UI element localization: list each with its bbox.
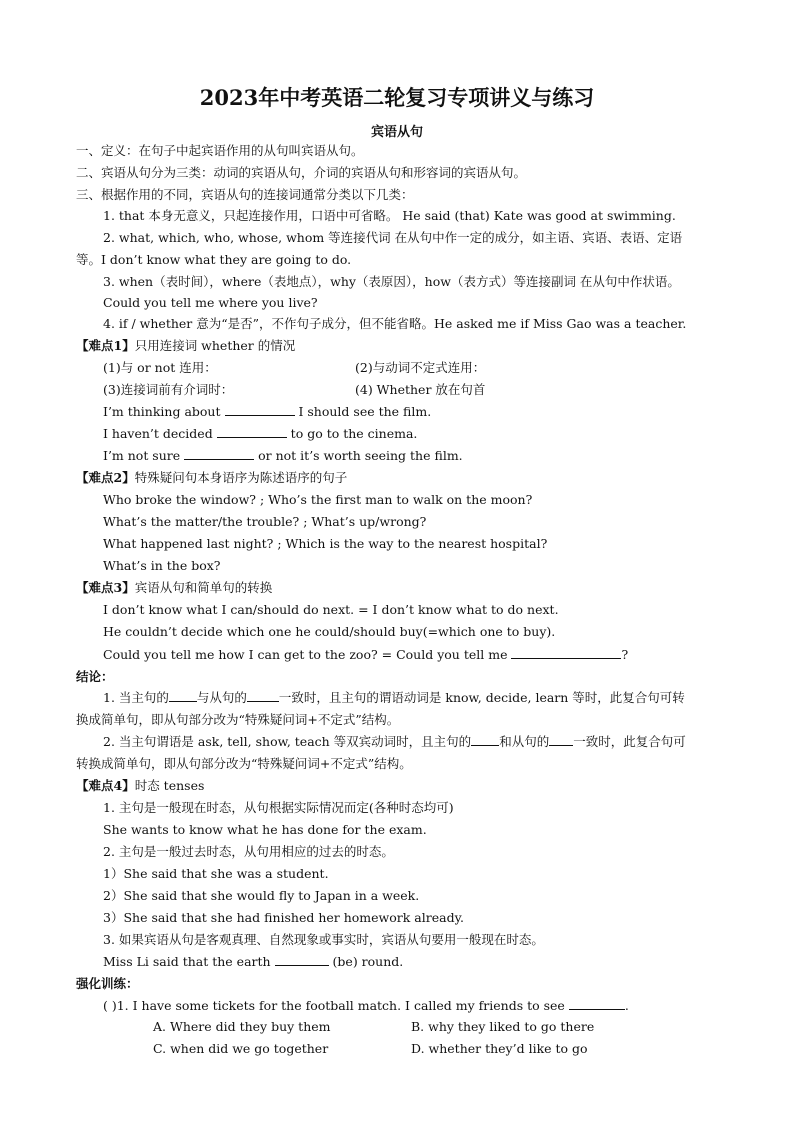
definition-line: 一、定义：在句子中起宾语作用的从句叫宾语从句。 xyxy=(76,143,364,158)
connective-adverbs-example: Could you tell me where you live? xyxy=(103,295,318,310)
example-text: I’m thinking about xyxy=(103,404,221,419)
connective-that-line: 1. that 本身无意义，只起连接作用，口语中可省略。 He said (that) Kate was good at swimming. xyxy=(103,208,676,223)
answer-blank xyxy=(169,689,197,702)
example-text: I’m not sure xyxy=(103,448,181,463)
tense-example-4: 3）She said that she had finished her homework already. xyxy=(103,910,464,925)
question-example-3: What happened last night? ; Which is the way to the nearest hospital? xyxy=(103,536,548,551)
example-text: to go to the cinema. xyxy=(290,426,418,441)
option-c: C. when did we go together xyxy=(153,1041,329,1056)
connective-if-whether-line: 4. if / whether 意为“是否”，不作句子成分，但不能省略。He asked me if Miss Gao was a teacher. xyxy=(103,316,687,331)
answer-blank xyxy=(511,646,621,659)
answer-blank xyxy=(225,403,295,416)
example-text: I should see the film. xyxy=(298,404,432,419)
connective-adverbs-line: 3. when（表时间），where（表地点），why（表原因），how（表方式）等连接副词 在从句中作状语。 xyxy=(103,274,680,289)
question-text: . xyxy=(624,998,629,1013)
example-text: Miss Li said that the earth xyxy=(103,954,271,969)
answer-blank xyxy=(549,733,573,746)
answer-blank xyxy=(275,953,329,966)
question-text: ( )1. I have some tickets for the football match. I called my friends to see xyxy=(103,998,565,1013)
example-text: ? xyxy=(621,647,629,662)
difficulty-3-tag: 【难点3】 xyxy=(76,580,135,595)
example-text: Could you tell me how I can get to the zoo? = Could you tell me xyxy=(103,647,508,662)
conclusion-2 xyxy=(103,733,686,751)
difficulty-4-heading xyxy=(76,777,204,795)
conclusion-1-cont: 换成简单句，即从句部分改为“特殊疑问词+不定式”结构。 xyxy=(76,712,400,727)
answer-blank xyxy=(569,997,625,1010)
example-text: (be) round. xyxy=(332,954,404,969)
connectives-intro-line: 三、根据作用的不同，宾语从句的连接词通常分类以下几类： xyxy=(76,187,414,202)
question-example-2: What’s the matter/the trouble? ; What’s up/wrong? xyxy=(103,514,427,529)
whether-example-3 xyxy=(103,447,463,465)
option-a: A. Where did they buy them xyxy=(153,1019,331,1034)
tense-example-1: She wants to know what he has done for the exam. xyxy=(103,822,427,837)
difficulty-4-tag: 【难点4】 xyxy=(76,778,135,793)
difficulty-2-tag: 【难点2】 xyxy=(76,470,135,485)
question-example-1: Who broke the window? ; Who’s the first man to walk on the moon? xyxy=(103,492,533,507)
conversion-example-1: I don’t know what I can/should do next. = I don’t know what to do next. xyxy=(103,602,559,617)
whether-example-1 xyxy=(103,403,431,421)
difficulty-2-text: 特殊疑问句本身语序为陈述语序的句子 xyxy=(134,470,348,485)
conclusion-text: 和从句的 xyxy=(499,734,550,749)
example-text: I haven’t decided xyxy=(103,426,213,441)
conclusion-text: 一致时，此复合句可 xyxy=(573,734,686,749)
difficulty-3-text: 宾语从句和简单句的转换 xyxy=(134,580,273,595)
whether-example-2 xyxy=(103,425,417,443)
answer-blank xyxy=(217,425,287,438)
conclusion-2-cont: 转换成简单句，即从句部分改为“特殊疑问词+不定式”结构。 xyxy=(76,756,412,771)
whether-case-3: (3)连接词前有介词时： xyxy=(103,382,234,397)
conclusion-text: 一致时，且主句的谓语动词是 know, decide, learn 等时，此复合句可转 xyxy=(278,690,685,705)
conclusion-text: 2. 当主句谓语是 ask, tell, show, teach 等双宾动词时，且主句的 xyxy=(103,734,472,749)
conversion-example-2: He couldn’t decide which one he could/should buy(=which one to buy). xyxy=(103,624,556,639)
whether-case-1: (1)与 or not 连用： xyxy=(103,360,217,375)
conclusion-1 xyxy=(103,689,685,707)
question-example-4: What’s in the box? xyxy=(103,558,221,573)
tense-example-3: 2）She said that she would fly to Japan in a week. xyxy=(103,888,420,903)
tense-rule-3: 3. 如果宾语从句是客观真理、自然现象或事实时，宾语从句要用一般现在时态。 xyxy=(103,932,544,947)
conclusion-text: 1. 当主句的 xyxy=(103,690,169,705)
conversion-example-3 xyxy=(103,646,628,664)
difficulty-1-heading xyxy=(76,337,295,355)
conclusion-heading: 结论： xyxy=(76,669,114,684)
connective-pronouns-line: 2. what, which, who, whose, whom 等连接代词 在从句中作一定的成分，如主语、宾语、表语、定语 xyxy=(103,230,683,245)
categories-line: 二、宾语从句分为三类：动词的宾语从句，介词的宾语从句和形容词的宾语从句。 xyxy=(76,165,527,180)
tense-example-2: 1）She said that she was a student. xyxy=(103,866,329,881)
connective-pronouns-cont: 等。I don’t know what they are going to do. xyxy=(76,252,352,267)
whether-case-2: (2)与动词不定式连用： xyxy=(355,360,486,375)
tense-example-5 xyxy=(103,953,403,971)
difficulty-1-text: 只用连接词 whether 的情况 xyxy=(134,338,296,353)
whether-case-4: (4) Whether 放在句首 xyxy=(355,382,486,397)
question-1 xyxy=(103,997,629,1015)
document-subtitle: 宾语从句 xyxy=(370,125,423,140)
difficulty-3-heading xyxy=(76,579,272,597)
difficulty-4-text: 时态 tenses xyxy=(134,778,205,793)
tense-rule-1: 1. 主句是一般现在时态，从句根据实际情况而定(各种时态均可) xyxy=(103,800,454,815)
option-d: D. whether they’d like to go xyxy=(411,1041,588,1056)
answer-blank xyxy=(184,447,254,460)
difficulty-2-heading xyxy=(76,469,347,487)
difficulty-1-tag: 【难点1】 xyxy=(76,338,135,353)
document-title: 2023年中考英语二轮复习专项讲义与练习 xyxy=(199,85,595,110)
tense-rule-2: 2. 主句是一般过去时态，从句用相应的过去的时态。 xyxy=(103,844,394,859)
option-b: B. why they liked to go there xyxy=(411,1019,595,1034)
answer-blank xyxy=(247,689,279,702)
example-text: or not it’s worth seeing the film. xyxy=(258,448,463,463)
practice-heading: 强化训练： xyxy=(76,976,139,991)
answer-blank xyxy=(471,733,499,746)
conclusion-text: 与从句的 xyxy=(196,690,247,705)
